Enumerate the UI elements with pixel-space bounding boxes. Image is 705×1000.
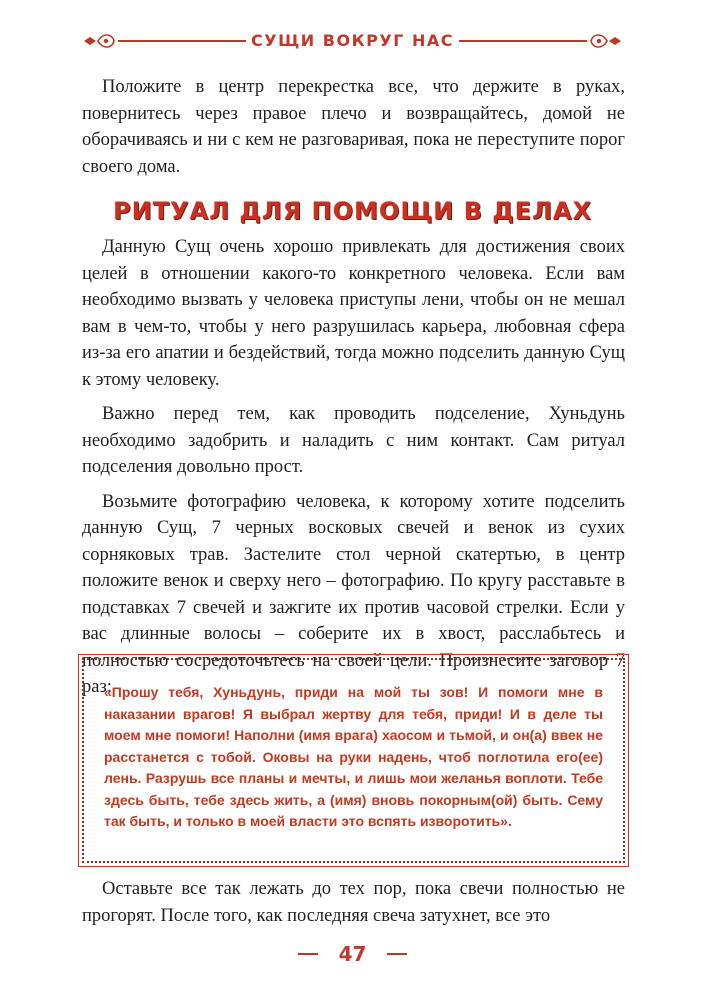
incantation-text: «Прошу тебя, Хуньдунь, приди на мой ты зов! И помоги мне в наказании врагов! Я выбрал жертву для тебя, приди! И в деле ты моем мне помоги! Наполни (имя врага) хаосом и тьмой, и он(а) ввек не расстанется с тобой. Оковы на руки надень, чтоб поглотила его(ее) лень. Разрушь все планы и мечты, и лишь мои желанья воплоти. Тебе здесь быть, тебе здесь жить, а (имя) вновь покорным(ой) быть. Сему так быть, и только в моей власти это вспять изворотить».	[104, 684, 603, 829]
closing-paragraph: Оставьте все так лежать до тех пор, пока свечи полностью не прогорят. После того, как последняя свеча затухнет, все это	[82, 879, 625, 926]
header-rule-right	[459, 40, 587, 42]
footer-rule-right	[387, 953, 407, 955]
intro-block	[82, 74, 625, 188]
incantation-box	[82, 658, 625, 863]
ornament-right-icon	[589, 30, 623, 52]
running-header	[82, 28, 623, 54]
section-body	[82, 234, 625, 709]
intro-paragraph: Положите в центр перекрестка все, что держите в руках, повернитесь через правое плечо и возвращайтесь, домой не оборачиваясь и ни с кем не разговаривая, пока не переступите порог своего дома.	[82, 77, 625, 177]
paragraph-3: Возьмите фотографию человека, к которому хотите подселить данную Сущ, 7 черных восковых свечей и венок из сухих сорняковых трав. Застелите стол черной скатертью, в центр положите венок и сверху него – фотографию. По кругу расставьте в подставках 7 свечей и зажгите их против часовой стрелки. Если у вас длинные волосы – соберите их в хвост, расслабьтесь и полностью сосредоточьтесь на своей цели. Произнесите заговор 7 раз:	[82, 491, 625, 697]
closing-block	[82, 876, 625, 937]
section-heading: РИТУАЛ ДЛЯ ПОМОЩИ В ДЕЛАХ	[112, 197, 593, 225]
page-footer	[0, 942, 705, 966]
paragraph-2: Важно перед тем, как проводить подселение, Хуньдунь необходимо задобрить и наладить с ним контакт. Сам ритуал подселения довольно прост.	[82, 404, 625, 477]
paragraph-1: Данную Сущ очень хорошо привлекать для достижения своих целей в отношении какого-то конкретного человека. Если вам необходимо вызвать у человека приступы лени, чтобы он не мешал вам в чем-то, чтобы у него разрушилась карьера, любовная сфера из-за его апатии и бездействий, тогда можно подселить данную Сущ к этому человеку.	[82, 237, 625, 390]
page-number: 47	[338, 942, 367, 966]
header-title: СУЩИ ВОКРУГ НАС	[251, 31, 454, 50]
